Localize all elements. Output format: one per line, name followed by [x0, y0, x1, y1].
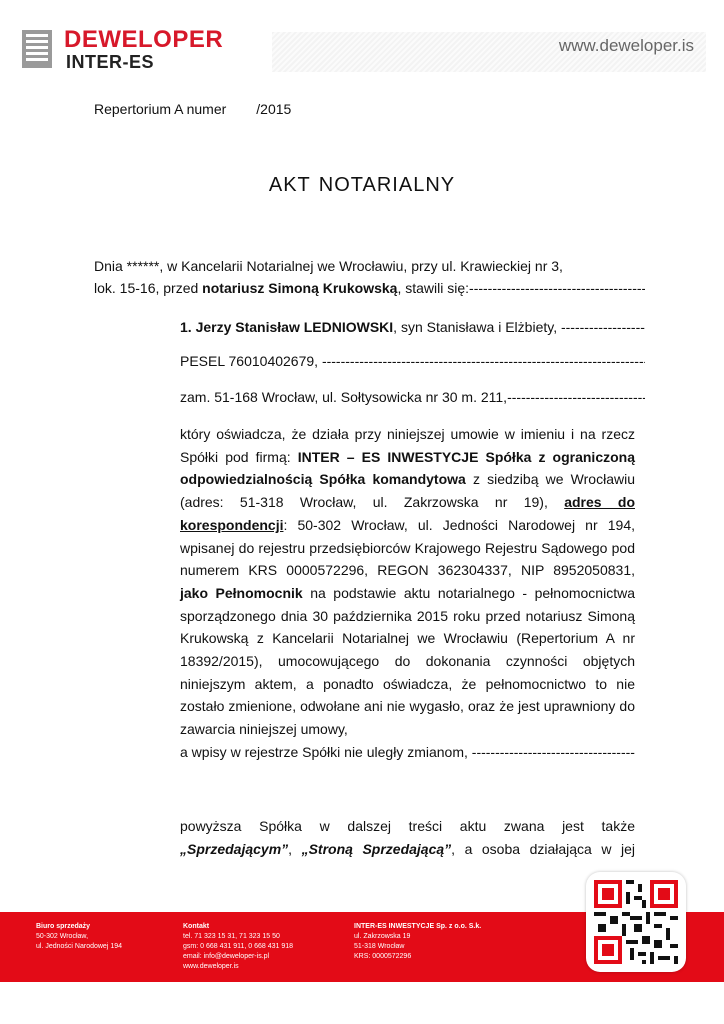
- footer-website-link[interactable]: www.deweloper.is: [183, 963, 239, 970]
- term-strona-sprzedajaca: „Stroną Sprzedającą”: [301, 840, 452, 857]
- representation-paragraph: który oświadcza, że działa przy niniejszej umowie w imieniu i na rzecz Spółki pod firmą: INTER – ES INWESTYCJE Spółka z ograniczoną odpowiedzialnością Spółka komandytowa z siedzibą we Wrocławiu (adres: 51-318 Wrocław, ul. Zakrzowska nr 19), adres do korespondencji: 50-302 Wrocław, ul. Jedności Narodowej nr 194, wpisanej do rejestru przedsiębiorców Krajowego Rejestru Sądowego pod numerem KRS 0000572296, REGON 362304337, NIP 8952050831, jako Pełnomocnik na podstawie aktu notarialnego - pełnomocnictwa sporządzonego dnia 30 października 2015 roku przed notariusz Simoną Krukowską z Kancelarii Notarialnej we Wrocławiu (Repertorium A nr 18392/2015), umocowującego do dokonania czynności objętych niniejszym aktem, a ponadto oświadcza, że pełnomocnictwo to nie zostało zmienione, odwołane ani nie wygasło, oraz że jest uprawniony do zawarcia niniejszej umowy, a wpisy w rejestrze Spółki nie uległy zmianom, -----: [180, 423, 635, 764]
- qr-code-icon: [594, 880, 678, 964]
- repertorium-year: /2015: [256, 101, 292, 117]
- pesel-line: PESEL 76010402679, -----: [180, 350, 645, 372]
- term-sprzedajacym: „Sprzedającym”: [180, 840, 289, 857]
- footer-contact: Kontakt tel. 71 323 15 31, 71 323 15 50 gsm: 0 668 431 911, 0 668 431 918 email: info@deweloper-is.pl www.deweloper.is: [183, 923, 294, 970]
- intro-paragraph: [94, 255, 645, 299]
- footer-company-info: INTER-ES INWESTYCJE Sp. z o.o. S.k. ul. Zakrzowska 19 51-318 Wrocław KRS: 0000572296: [354, 923, 482, 960]
- repertorium-line: [94, 101, 291, 117]
- document-title: [0, 174, 724, 197]
- qr-code-card: [586, 872, 686, 972]
- registry-line: a wpisy w rejestrze Spółki nie uległy zmianom, -----: [180, 741, 635, 764]
- person-name-line: 1. Jerzy Stanisław LEDNIOWSKI, syn Stanisława i Elżbiety, -----: [180, 316, 645, 338]
- logo-text-deweloper: DEWELOPER: [64, 26, 224, 53]
- correspondence-address-label: adres do korespondencji: [180, 494, 635, 533]
- footer-email[interactable]: email: info@deweloper-is.pl: [183, 953, 270, 960]
- title-word-akt: AKT: [268, 174, 311, 196]
- header-website: www.deweloper.is: [558, 36, 694, 55]
- intro-line-2: lok. 15-16, przed notariusz Simoną Krukowską, stawili się: -----: [94, 277, 645, 299]
- footer-sales-office: Biuro sprzedaży 50-302 Wrocław, ul. Jedności Narodowej 194: [36, 923, 122, 950]
- seller-definition-paragraph: powyższa Spółka w dalszej treści aktu zwana jest także „Sprzedającym”, „Stroną Sprzedającą”, a osoba działająca w jej: [180, 818, 636, 857]
- company-name: INTER – ES INWESTYCJE Spółka z ograniczoną odpowiedzialnością Spółka komandytowa: [180, 448, 635, 488]
- intro-line-1: Dnia ******, w Kancelarii Notarialnej we Wrocławiu, przy ul. Krawieckiej nr 3,: [94, 258, 563, 274]
- person-name: 1. Jerzy Stanisław LEDNIOWSKI: [180, 319, 394, 335]
- logo-text-inter-es: INTER-ES: [66, 52, 155, 72]
- proxy-label: jako Pełnomocnik: [180, 584, 303, 601]
- notary-name: notariusz Simoną Krukowską: [202, 280, 398, 296]
- address-line: zam. 51-168 Wrocław, ul. Sołtysowicka nr 30 m. 211, -----: [180, 386, 645, 408]
- repertorium-label: Repertorium A numer: [94, 101, 227, 117]
- title-word-notarialny: NOTARIALNY: [318, 174, 456, 196]
